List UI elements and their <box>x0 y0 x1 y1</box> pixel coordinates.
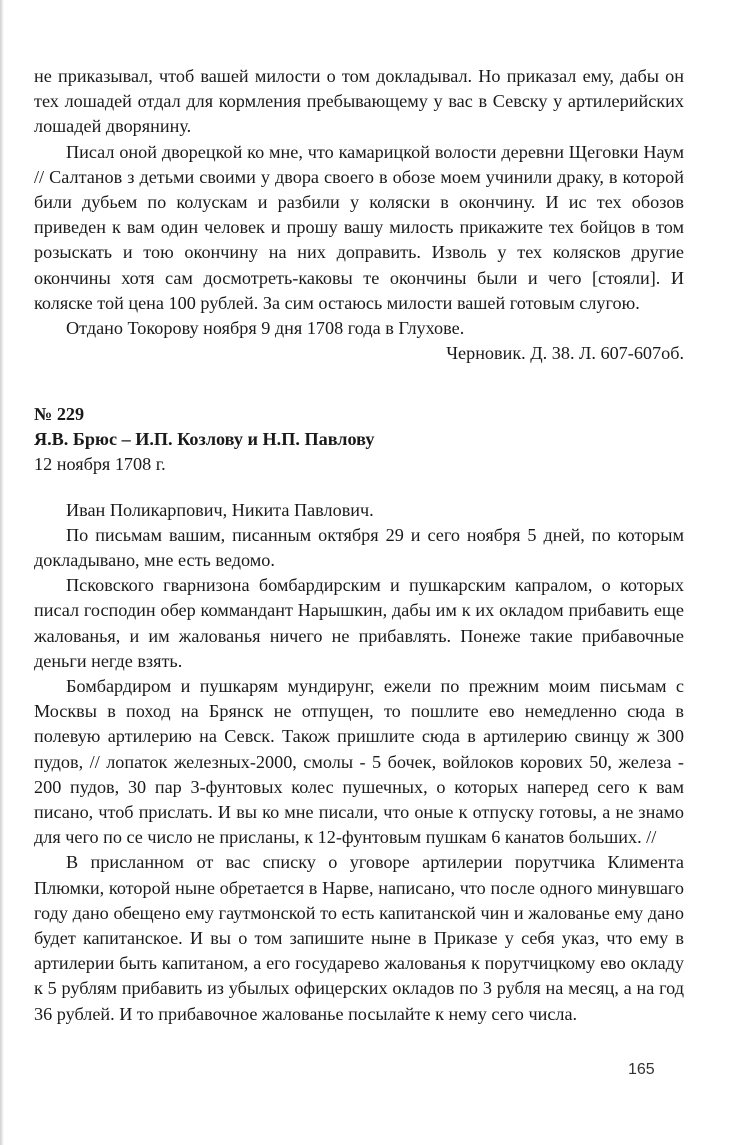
body-paragraph: Писал оной дворецкой ко мне, что камарицкой волости деревни Щеговки Наум // Салтанов з детьми своими у двора своего в обозе моем учинили драку, в которой били дубьем по колускам и разбили у коляски в окончину. И ис тех обозов приведен к вам один человек и прошу вашу милость прикажите тех бойцов в том розыскать и тою окончину на них доправить. Изволь у тех колясков другие окончины хотя сам досмотреть-каковы те окончины были и чего [стояли]. И коляске той цена 100 рублей. За сим остаюсь милости вашей готовым слугою. <box>34 141 684 313</box>
section-spacer <box>34 478 684 498</box>
source-note: Черновик. Д. 38. Л. 607-607об. <box>446 343 684 364</box>
body-paragraph: По письмам вашим, писанным октября 29 и сего ноября 5 дней, по которым докладывано, мне есть ведомо. <box>34 524 684 571</box>
body-paragraph: Псковского гварнизона бомбардирским и пушкарским капралом, о которых писал господин обер коммандант Нарышкин, дабы им к их окладом прибавить еще жалованья, и им жалованья ничего не прибавлять. Понеже такие прибавочные деньги негде взять. <box>34 575 684 671</box>
document-date: 12 ноября 1708 г. <box>34 454 166 475</box>
body-paragraph: Бомбардиром и пушкарям мундирунг, ежели по прежним моим письмам с Москвы в поход на Брянск не отпущен, то пошлите ево немедленно сюда в полевую артилерию на Севск. Також пришлите сюда в артилерию свинцу ж 300 пудов, // лопаток железных-2000, смолы - 5 бочек, войлоков корових 50, железа - 200 пудов, 30 пар 3-фунтовых колес пушечных, о которых наперед сего к вам писано, чтоб прислать. И вы ко мне писали, что оные к отпуску готовы, а не знамо для чего по се число не присланы, к 12-фунтовым пушкам 6 канатов больших. // <box>34 676 684 848</box>
page-edge-shadow <box>0 0 4 1145</box>
page-number: 165 <box>628 1061 655 1078</box>
document-section <box>34 402 684 1027</box>
continuation-paragraph: не приказывал, чтоб вашей милости о том докладывал. Но приказал ему, дабы он тех лошадей отдал для кормления пребывающему у вас в Севску у артилерийских лошадей дворянину. <box>34 66 684 137</box>
dispatch-note: Отдано Токорову ноября 9 дня 1708 года в Глухове. <box>66 318 465 339</box>
body-paragraph: В присланном от вас списку о уговоре артилерии порутчика Климента Плюмки, которой ныне обретается в Нарве, написано, что после одного минувшаго году дано обещено ему гаутмонской то есть капитанской чин и жалованье ему дано будет капитанское. И вы о том запишите ныне в Приказе у себя указ, что ему в артилерии быть капитаном, а его государево жалованья к порутчицкому ево окладу к 5 рублям прибавить из убылых офицерских окладов по 3 рубля на месяц, а на год 36 рублей. И то прибавочное жалованье посылайте к нему сего числа. <box>34 852 684 1024</box>
salutation: Иван Поликарпович, Никита Павлович. <box>66 499 374 520</box>
top-section <box>34 64 684 366</box>
document-number: № 229 <box>34 404 85 424</box>
document-title: Я.В. Брюс – И.П. Козлову и Н.П. Павлову <box>34 429 375 450</box>
